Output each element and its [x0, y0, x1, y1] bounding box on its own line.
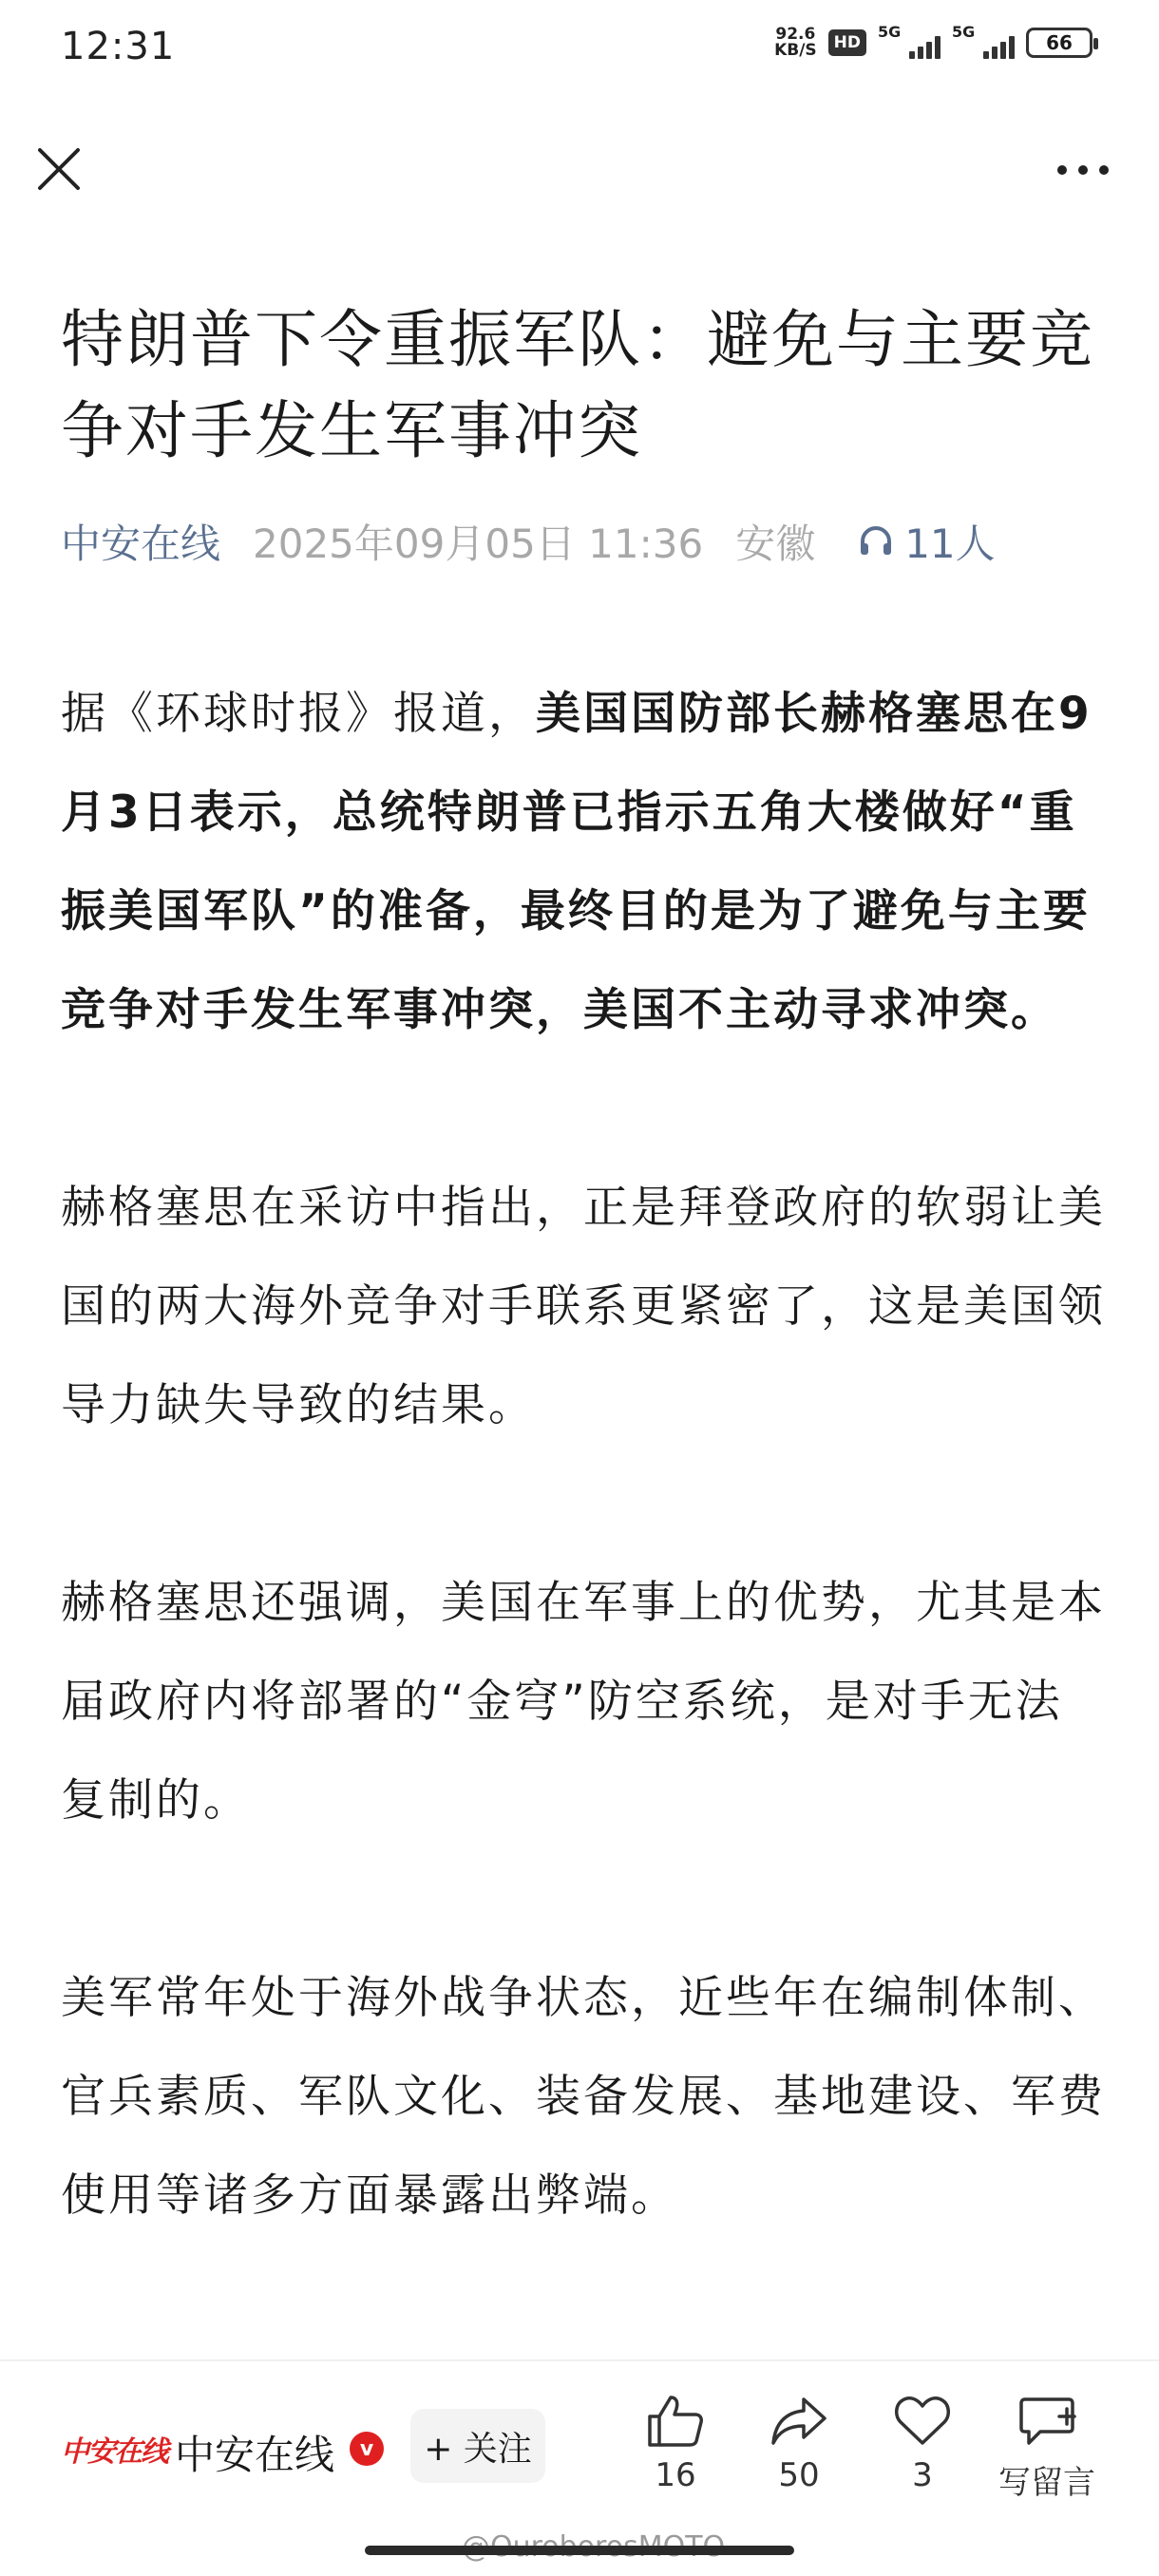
- article-meta: [61, 513, 1106, 570]
- hd-voice-icon: HD: [828, 29, 866, 56]
- like-count: 16: [655, 2456, 696, 2494]
- follow-button[interactable]: + 关注: [410, 2409, 545, 2483]
- listener-count: 11人: [904, 521, 996, 567]
- share-arrow-icon: [770, 2394, 828, 2449]
- share-count: 50: [778, 2456, 820, 2494]
- network-speed-unit: KB/S: [774, 41, 817, 60]
- thumbs-up-icon: [646, 2394, 705, 2449]
- headphones-icon: [857, 522, 895, 560]
- publisher-name[interactable]: 中安在线: [175, 2432, 335, 2478]
- comment-plus-icon: [1017, 2394, 1076, 2449]
- more-dots-icon: [1054, 146, 1112, 194]
- article-title: 特朗普下令重振军队：避免与主要竞争对手发生军事冲突: [61, 303, 1094, 467]
- network-speed-value: 92.6: [775, 25, 816, 44]
- write-comment-label: 写留言: [998, 2464, 1095, 2502]
- close-button[interactable]: [34, 144, 84, 194]
- verified-badge-icon: v: [350, 2432, 384, 2466]
- home-indicator[interactable]: [365, 2546, 794, 2555]
- article-region: 安徽: [735, 521, 816, 567]
- network-speed: [774, 27, 817, 59]
- status-icons: [774, 23, 1092, 60]
- listen-button[interactable]: [857, 513, 995, 570]
- like-button[interactable]: [623, 2394, 728, 2494]
- bottom-action-bar: [0, 2359, 1159, 2530]
- signal-sim2-icon: [952, 23, 1015, 59]
- share-button[interactable]: [747, 2394, 851, 2494]
- article-source-link[interactable]: 中安在线: [61, 521, 221, 567]
- battery-icon: [1026, 28, 1092, 58]
- more-button[interactable]: [1054, 146, 1112, 194]
- publisher-logo[interactable]: 中安在线: [61, 2435, 167, 2469]
- paragraph-text: 据《环球时报》报道，: [61, 688, 536, 740]
- article-paragraph: [61, 1554, 1106, 1850]
- paragraph-text: 赫格塞思还强调，美国在军事上的优势，尤其是本届政府内将部署的“金穹”防空系统，是对手无法复制的。: [61, 1577, 1106, 1827]
- battery-level: 66: [1046, 31, 1073, 54]
- paragraph-text: 赫格塞思在采访中指出，正是拜登政府的软弱让美国的两大海外竞争对手联系更紧密了，这是美国领导力缺失导致的结果。: [61, 1182, 1106, 1431]
- write-comment-button[interactable]: [988, 2394, 1106, 2503]
- paragraph-text: 美军常年处于海外战争状态，近些年在编制体制、官兵素质、军队文化、装备发展、基地建设、军费使用等诸多方面暴露出弊端。: [61, 1972, 1106, 2222]
- sim1-network-label: 5G: [878, 23, 902, 41]
- close-icon: [34, 144, 84, 194]
- signal-sim1-icon: [878, 23, 940, 59]
- article-paragraph: [61, 1159, 1106, 1455]
- status-time: 12:31: [61, 25, 176, 68]
- article-paragraph: [61, 1949, 1106, 2245]
- article-paragraph: [61, 665, 1106, 1060]
- article-date: 2025年09月05日 11:36: [253, 521, 704, 567]
- heart-icon: [893, 2394, 952, 2449]
- article-body: [61, 665, 1106, 2344]
- sim2-network-label: 5G: [952, 23, 976, 41]
- paragraph-bold-text: 美国国防部长赫格塞思在9月3日表示，总统特朗普已指示五角大楼做好“重振美国军队”的准备，最终目的是为了避免与主要竞争对手发生军事冲突，美国不主动寻求冲突。: [61, 688, 1092, 1036]
- top-bar: [0, 133, 1159, 209]
- favorite-button[interactable]: [870, 2394, 975, 2494]
- status-bar: [0, 0, 1159, 104]
- favorite-count: 3: [912, 2456, 933, 2494]
